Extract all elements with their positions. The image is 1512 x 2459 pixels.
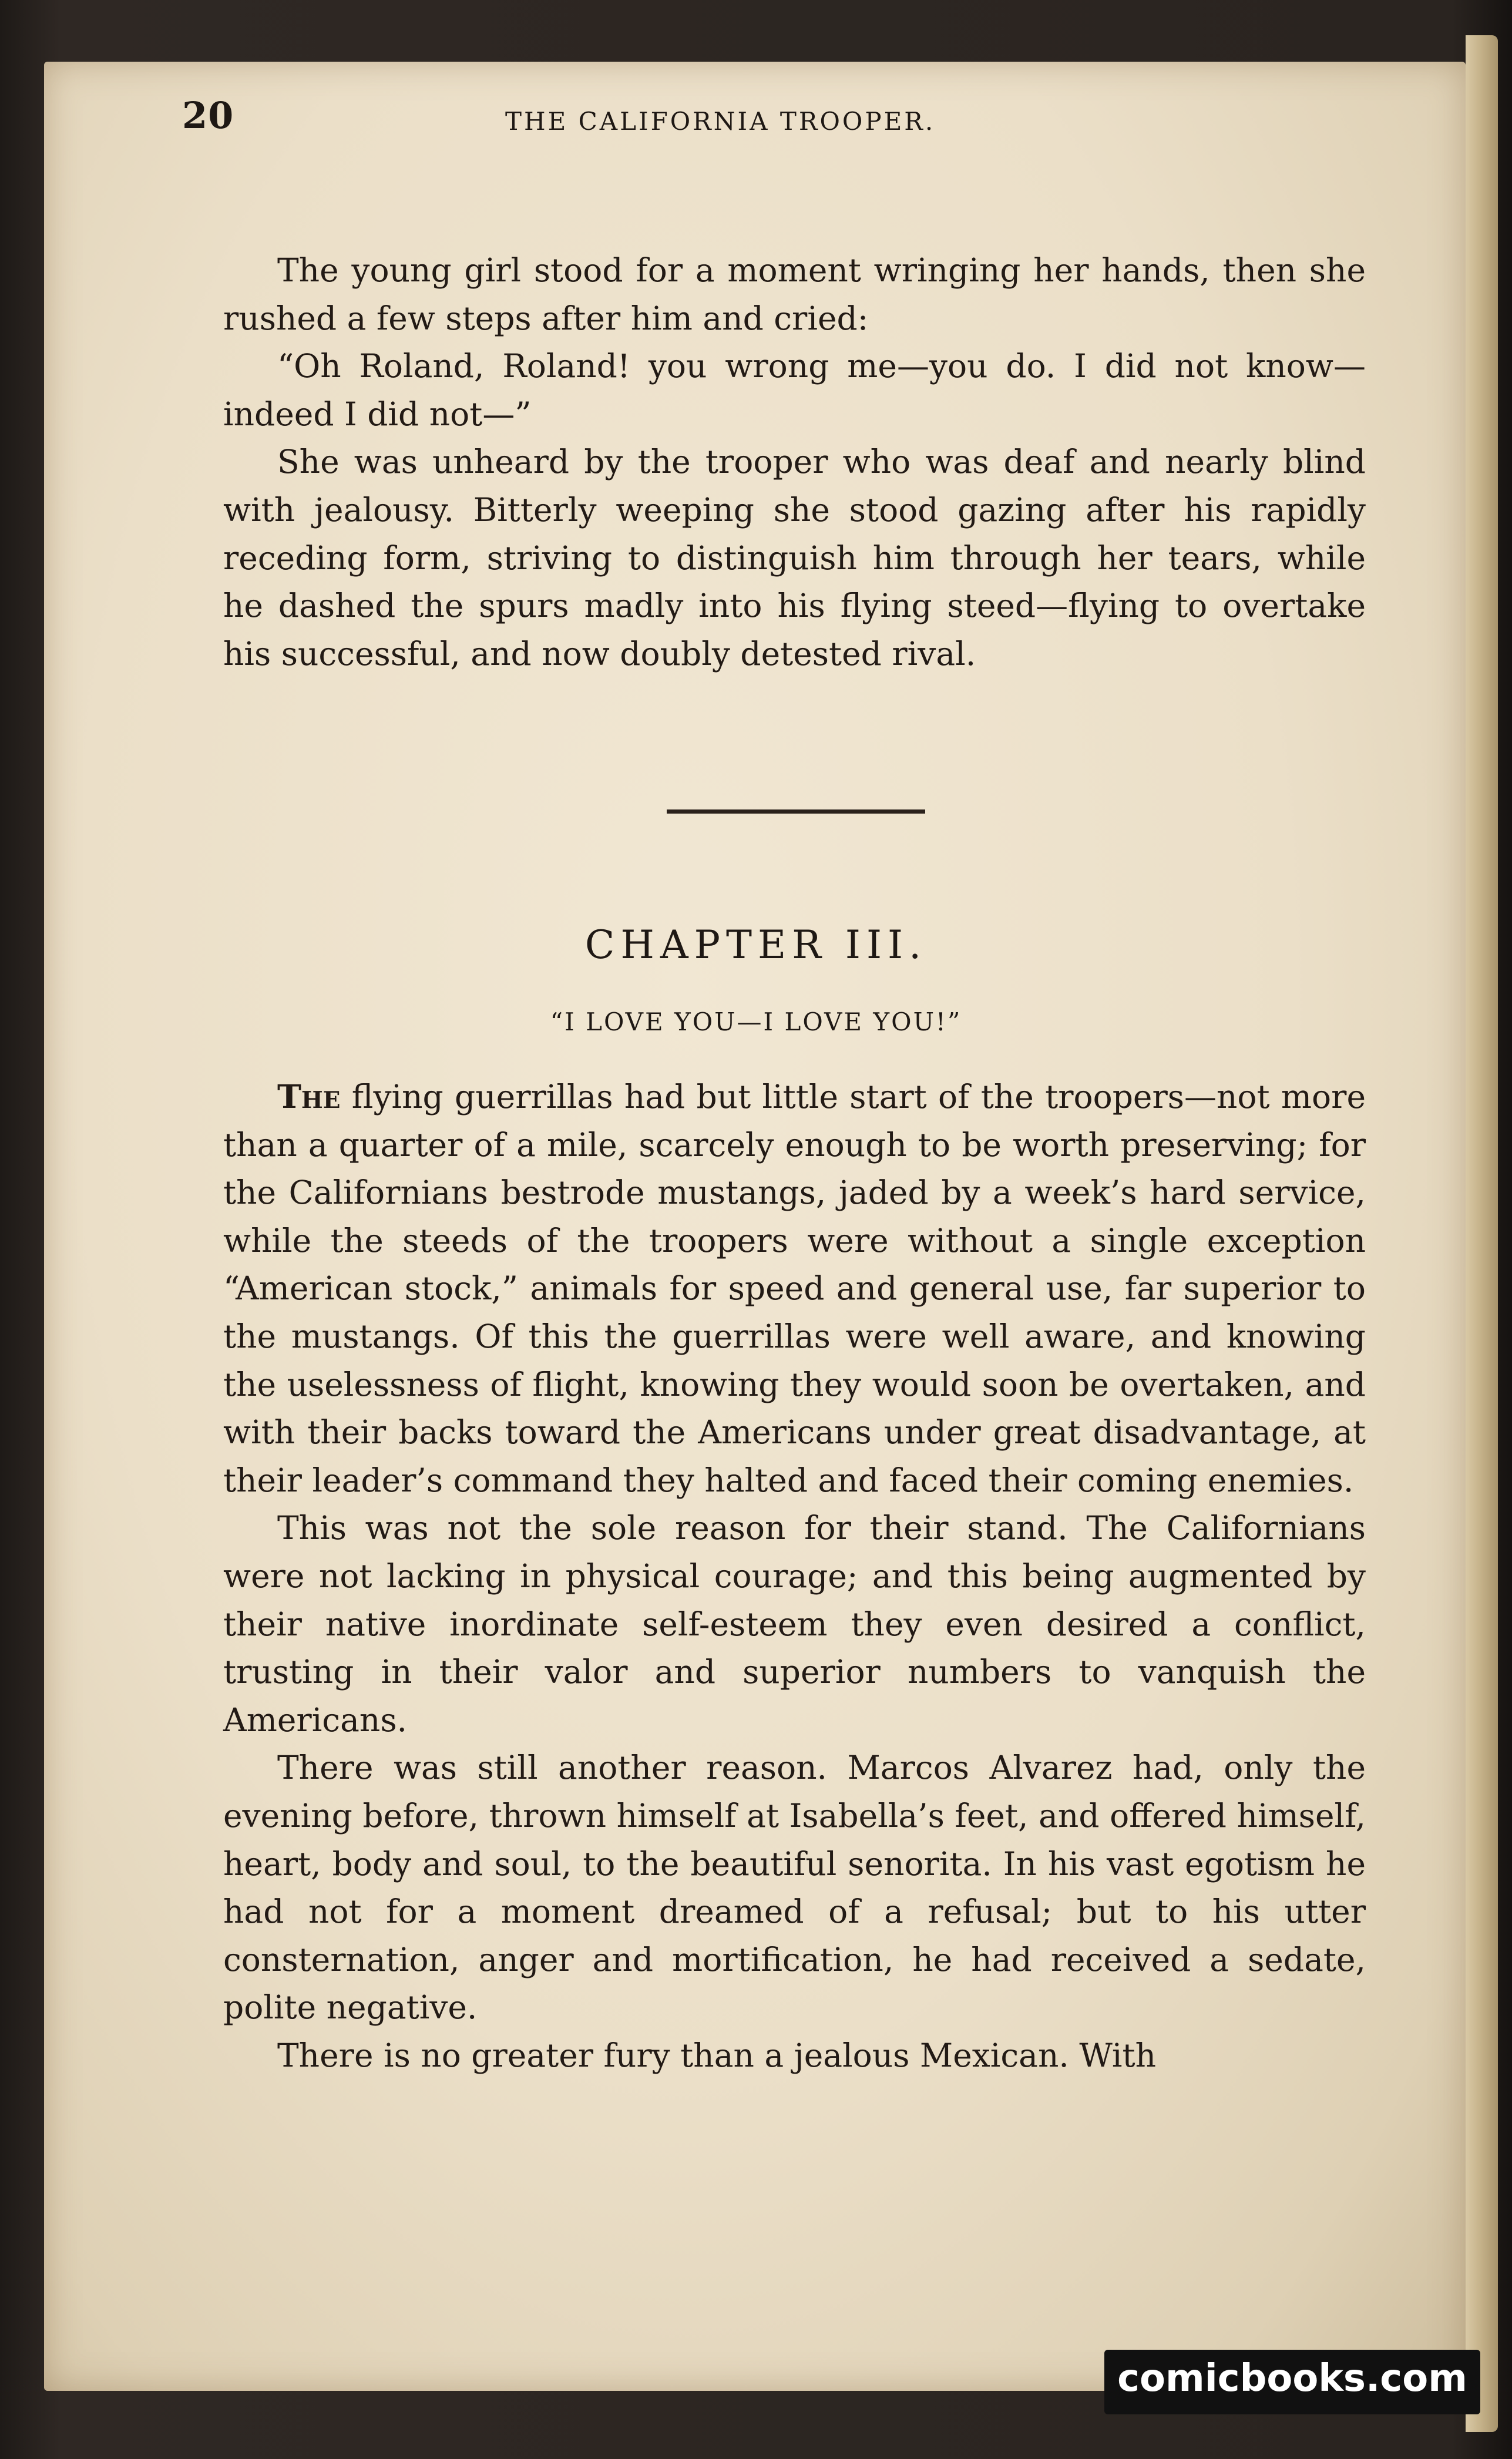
paragraph [223,1073,1366,1504]
paragraph: There was still another reason. Marcos Alvarez had, only the evening before, thrown himself at Isabella’s feet, and offered himself, heart, body and soul, to the beautiful senorita. In his vast egotism he had not for a moment dreamed of a refusal; but to his utter consternation, anger and mortification, he had received a sedate, polite negative. [223,1749,1366,2027]
chapter-heading: CHAPTER III. [584,922,928,968]
paragraph: She was unheard by the trooper who was deaf and nearly blind with jealousy. Bitterly weeping she stood gazing after his rapidly receding form, striving to distinguish him through her tears, while he dashed the spurs madly into his flying steed—flying to overtake his successful, and now doubly detested rival. [223,443,1366,673]
watermark-text: comicbooks.com [1117,2357,1467,2400]
top-text-block [223,247,1366,678]
chapter-subtitle: “I LOVE YOU—I LOVE YOU!” [550,1007,962,1036]
running-head [0,94,1512,147]
section-divider-rule [667,809,925,814]
watermark-badge [1104,2350,1480,2414]
paragraph: This was not the sole reason for their stand. The Californians were not lacking in physical courage; and this being augmented by their native inordinate self-esteem they even desired a conflict, trusting in their valor and superior numbers to vanquish the Americans. [223,1509,1366,1739]
paragraph-text: flying guerrillas had but little start of the troopers—not more than a quarter of a mile, scarcely enough to be worth preserving; for the Californians bestrode mustangs, jaded by a week’s hard service, while the steeds of the troopers were without a single exception “American stock,” animals for speed and general use, far superior to the mustangs. Of this the guerrillas were well aware, and knowing the uselessness of flight, knowing they would soon be overtaken, and with their backs toward the Americans under great disadvantage, at their leader’s command they halted and faced their coming enemies. [223,1078,1366,1499]
chapter-lead-word: The [277,1077,341,1116]
page-edge [1466,35,1498,2432]
paragraph: There is no greater fury than a jealous Mexican. With [277,2036,1157,2074]
running-head-title: THE CALIFORNIA TROOPER. [505,107,936,136]
paragraph: The young girl stood for a moment wringing her hands, then she rushed a few steps after him and cried: [223,251,1366,337]
page-number: 20 [182,94,234,137]
chapter-text-block [223,1073,1366,2080]
paragraph: “Oh Roland, Roland! you wrong me—you do. I did not know—indeed I did not—” [223,347,1366,433]
